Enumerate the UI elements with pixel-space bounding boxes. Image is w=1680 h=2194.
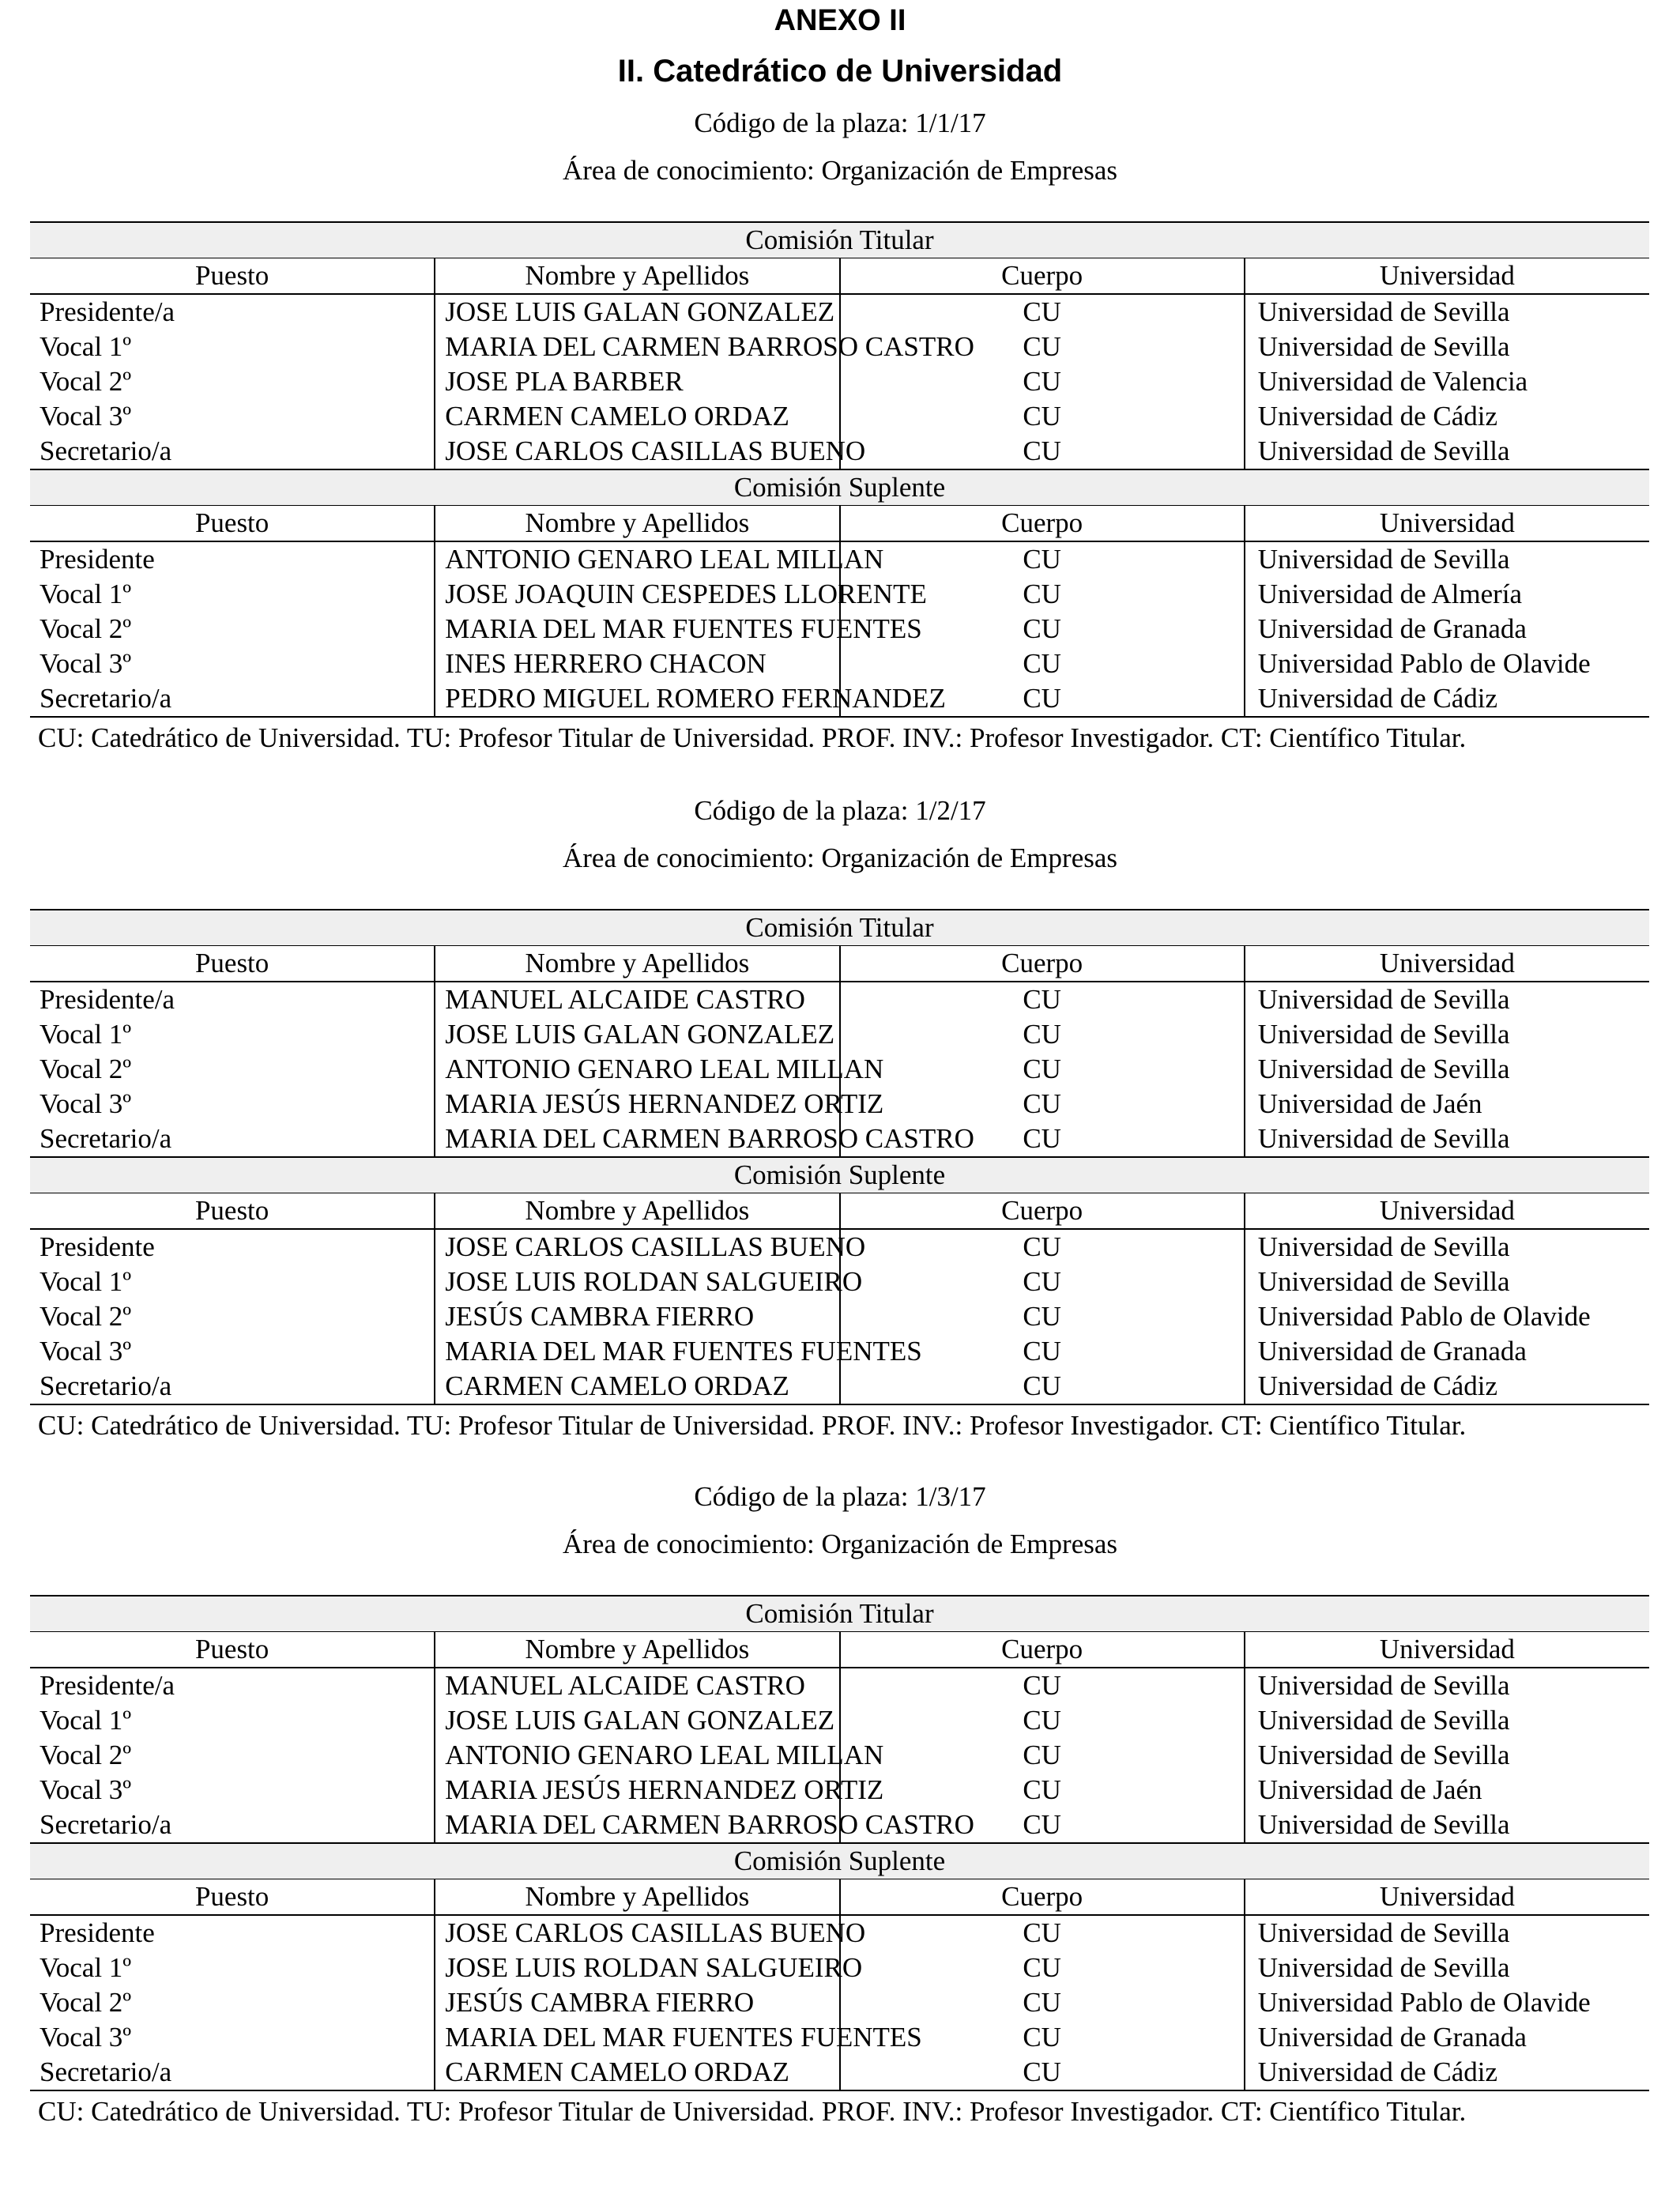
nombre-cell: MANUEL ALCAIDE CASTRO <box>435 1668 839 1703</box>
universidad-cell: Universidad de Sevilla <box>1257 1705 1510 1736</box>
nombre-cell: ANTONIO GENARO LEAL MILLAN <box>435 1738 839 1773</box>
cuerpo-cell: CU <box>840 364 1245 399</box>
table-row <box>30 1951 1649 1985</box>
nombre-cell: CARMEN CAMELO ORDAZ <box>435 2055 839 2090</box>
universidad-cell: Universidad de Almería <box>1257 579 1523 609</box>
universidad-cell: Universidad de Sevilla <box>1245 1122 1649 1157</box>
universidad-cell: Universidad de Sevilla <box>1257 984 1510 1015</box>
cuerpo-cell: CU <box>840 1738 1245 1773</box>
table-row <box>30 1369 1649 1404</box>
cuerpo-cell: CU <box>840 1087 1245 1122</box>
section-title: Comisión Titular <box>30 1596 1649 1632</box>
table-row <box>30 982 1649 1017</box>
header-universidad: Universidad <box>1245 1193 1649 1230</box>
plaza-code: Código de la plaza: 1/1/17 <box>694 107 986 138</box>
table-row <box>30 1299 1649 1334</box>
universidad-cell: Universidad Pablo de Olavide <box>1257 1301 1591 1332</box>
header-puesto: Puesto <box>30 1879 435 1916</box>
universidad-cell: Universidad de Granada <box>1257 613 1527 644</box>
cuerpo-cell: CU <box>840 434 1245 469</box>
universidad-cell: Universidad de Valencia <box>1257 366 1528 397</box>
table-row <box>30 1668 1649 1703</box>
cuerpo-cell: CU <box>840 1052 1245 1087</box>
nombre-cell: JOSE JOAQUIN CESPEDES LLORENTE <box>435 577 839 612</box>
cuerpo-cell: CU <box>840 1951 1245 1985</box>
cuerpo-cell: CU <box>840 330 1245 364</box>
cuerpo-cell: CU <box>840 982 1245 1017</box>
universidad-cell: Universidad de Cádiz <box>1245 1369 1649 1404</box>
table-row <box>30 1738 1649 1773</box>
cuerpo-cell: CU <box>840 2020 1245 2055</box>
cuerpo-cell: CU <box>840 1985 1245 2020</box>
nombre-cell: JESÚS CAMBRA FIERRO <box>435 1299 839 1334</box>
puesto-cell: Vocal 2º <box>30 364 435 399</box>
cuerpo-cell: CU <box>840 1703 1245 1738</box>
cuerpo-cell: CU <box>840 399 1245 434</box>
puesto-cell: Vocal 3º <box>30 399 435 434</box>
table-row <box>30 1087 1649 1122</box>
header-cuerpo: Cuerpo <box>840 258 1245 295</box>
column-header-row <box>30 258 1649 295</box>
header-universidad: Universidad <box>1245 1632 1649 1668</box>
nombre-cell: JOSE LUIS GALAN GONZALEZ <box>435 1017 839 1052</box>
header-puesto: Puesto <box>30 1632 435 1668</box>
cuerpo-cell: CU <box>840 647 1245 681</box>
universidad-cell: Universidad de Sevilla <box>1245 434 1649 469</box>
header-nombre: Nombre y Apellidos <box>435 1632 839 1668</box>
header-puesto: Puesto <box>30 258 435 295</box>
column-header-row <box>30 506 1649 542</box>
universidad-cell: Universidad de Jaén <box>1257 1088 1482 1119</box>
puesto-cell: Secretario/a <box>30 434 435 469</box>
table-row <box>30 1773 1649 1808</box>
universidad-cell: Universidad de Jaén <box>1257 1774 1482 1805</box>
nombre-cell: CARMEN CAMELO ORDAZ <box>435 399 839 434</box>
cuerpo-cell: CU <box>840 2055 1245 2090</box>
column-header-row <box>30 1193 1649 1230</box>
table-row <box>30 2020 1649 2055</box>
section-title-row <box>30 1157 1649 1193</box>
abbreviation-note: CU: Catedrático de Universidad. TU: Profesor Titular de Universidad. PROF. INV.: Profesor Investigador. CT: Científico Titular. <box>38 1410 1467 1441</box>
section-title: Comisión Suplente <box>30 1157 1649 1193</box>
puesto-cell: Secretario/a <box>30 2055 435 2090</box>
puesto-cell: Vocal 2º <box>30 1052 435 1087</box>
universidad-cell: Universidad de Sevilla <box>1257 1917 1510 1948</box>
universidad-cell: Universidad de Sevilla <box>1257 544 1510 575</box>
puesto-cell: Presidente/a <box>30 1668 435 1703</box>
table-row <box>30 1334 1649 1369</box>
cuerpo-cell: CU <box>840 1017 1245 1052</box>
table-row <box>30 1265 1649 1299</box>
puesto-cell: Vocal 2º <box>30 1299 435 1334</box>
section-title-row <box>30 469 1649 506</box>
abbreviation-note: CU: Catedrático de Universidad. TU: Profesor Titular de Universidad. PROF. INV.: Profesor Investigador. CT: Científico Titular. <box>38 722 1467 753</box>
puesto-cell: Secretario/a <box>30 1808 435 1843</box>
puesto-cell: Presidente/a <box>30 294 435 330</box>
table-row <box>30 434 1649 469</box>
nombre-cell: JOSE LUIS ROLDAN SALGUEIRO <box>435 1951 839 1985</box>
cuerpo-cell: CU <box>840 1334 1245 1369</box>
nombre-cell: JOSE LUIS ROLDAN SALGUEIRO <box>435 1265 839 1299</box>
cuerpo-cell: CU <box>840 1299 1245 1334</box>
universidad-cell: Universidad de Sevilla <box>1245 1808 1649 1843</box>
cuerpo-cell: CU <box>840 1122 1245 1157</box>
knowledge-area: Área de conocimiento: Organización de Empresas <box>563 843 1117 873</box>
nombre-cell: MARIA DEL MAR FUENTES FUENTES <box>435 612 839 647</box>
nombre-cell: MARIA DEL CARMEN BARROSO CASTRO <box>435 1808 839 1843</box>
section-title: Comisión Suplente <box>30 469 1649 506</box>
table-row <box>30 1052 1649 1087</box>
nombre-cell: JOSE PLA BARBER <box>435 364 839 399</box>
puesto-cell: Presidente <box>30 1229 435 1265</box>
cuerpo-cell: CU <box>840 541 1245 577</box>
header-universidad: Universidad <box>1245 946 1649 982</box>
puesto-cell: Vocal 3º <box>30 1773 435 1808</box>
universidad-cell: Universidad Pablo de Olavide <box>1257 1987 1591 2018</box>
nombre-cell: MARIA DEL MAR FUENTES FUENTES <box>435 1334 839 1369</box>
header-cuerpo: Cuerpo <box>840 506 1245 542</box>
universidad-cell: Universidad de Sevilla <box>1257 1054 1510 1084</box>
plaza-code: Código de la plaza: 1/3/17 <box>694 1481 986 1512</box>
table-row <box>30 1017 1649 1052</box>
universidad-cell: Universidad de Cádiz <box>1245 2055 1649 2090</box>
knowledge-area: Área de conocimiento: Organización de Empresas <box>563 1529 1117 1559</box>
puesto-cell: Vocal 1º <box>30 1017 435 1052</box>
nombre-cell: ANTONIO GENARO LEAL MILLAN <box>435 1052 839 1087</box>
puesto-cell: Vocal 2º <box>30 1738 435 1773</box>
cuerpo-cell: CU <box>840 1265 1245 1299</box>
puesto-cell: Vocal 2º <box>30 612 435 647</box>
universidad-cell: Universidad de Sevilla <box>1257 1019 1510 1050</box>
puesto-cell: Vocal 3º <box>30 1087 435 1122</box>
header-nombre: Nombre y Apellidos <box>435 1879 839 1916</box>
table-row <box>30 330 1649 364</box>
puesto-cell: Vocal 1º <box>30 330 435 364</box>
annex-title: ANEXO II <box>774 4 906 37</box>
header-cuerpo: Cuerpo <box>840 1632 1245 1668</box>
header-cuerpo: Cuerpo <box>840 1879 1245 1916</box>
cuerpo-cell: CU <box>840 1773 1245 1808</box>
puesto-cell: Secretario/a <box>30 1369 435 1404</box>
table-row <box>30 1985 1649 2020</box>
puesto-cell: Vocal 1º <box>30 577 435 612</box>
abbreviation-note: CU: Catedrático de Universidad. TU: Profesor Titular de Universidad. PROF. INV.: Profesor Investigador. CT: Científico Titular. <box>38 2096 1467 2127</box>
puesto-cell: Presidente <box>30 1915 435 1951</box>
nombre-cell: ANTONIO GENARO LEAL MILLAN <box>435 541 839 577</box>
nombre-cell: PEDRO MIGUEL ROMERO FERNANDEZ <box>435 681 839 717</box>
column-header-row <box>30 1632 1649 1668</box>
cuerpo-cell: CU <box>840 577 1245 612</box>
universidad-cell: Universidad de Sevilla <box>1257 1952 1510 1983</box>
cuerpo-cell: CU <box>840 612 1245 647</box>
table-row <box>30 294 1649 330</box>
commission-table <box>30 1595 1649 2091</box>
table-row <box>30 541 1649 577</box>
commission-table <box>30 909 1649 1405</box>
category-title: II. Catedrático de Universidad <box>617 54 1063 89</box>
nombre-cell: MARIA DEL CARMEN BARROSO CASTRO <box>435 330 839 364</box>
puesto-cell: Vocal 1º <box>30 1703 435 1738</box>
nombre-cell: INES HERRERO CHACON <box>435 647 839 681</box>
header-universidad: Universidad <box>1245 506 1649 542</box>
puesto-cell: Vocal 2º <box>30 1985 435 2020</box>
table-row <box>30 399 1649 434</box>
universidad-cell: Universidad de Sevilla <box>1257 331 1510 362</box>
nombre-cell: JOSE CARLOS CASILLAS BUENO <box>435 434 839 469</box>
cuerpo-cell: CU <box>840 1915 1245 1951</box>
header-nombre: Nombre y Apellidos <box>435 506 839 542</box>
column-header-row <box>30 1879 1649 1916</box>
cuerpo-cell: CU <box>840 1668 1245 1703</box>
puesto-cell: Vocal 3º <box>30 647 435 681</box>
universidad-cell: Universidad de Sevilla <box>1257 1670 1510 1701</box>
universidad-cell: Universidad de Cádiz <box>1245 681 1649 717</box>
table-row <box>30 1229 1649 1265</box>
header-nombre: Nombre y Apellidos <box>435 946 839 982</box>
knowledge-area: Área de conocimiento: Organización de Empresas <box>563 155 1117 186</box>
table-row <box>30 1122 1649 1157</box>
nombre-cell: MARIA JESÚS HERNANDEZ ORTIZ <box>435 1087 839 1122</box>
header-universidad: Universidad <box>1245 1879 1649 1916</box>
table-row <box>30 2055 1649 2090</box>
header-cuerpo: Cuerpo <box>840 1193 1245 1230</box>
table-row <box>30 612 1649 647</box>
section-title-row <box>30 1596 1649 1632</box>
puesto-cell: Presidente/a <box>30 982 435 1017</box>
universidad-cell: Universidad de Granada <box>1257 2022 1527 2053</box>
universidad-cell: Universidad de Sevilla <box>1257 1231 1510 1262</box>
section-title: Comisión Titular <box>30 910 1649 946</box>
nombre-cell: JOSE LUIS GALAN GONZALEZ <box>435 1703 839 1738</box>
puesto-cell: Secretario/a <box>30 681 435 717</box>
header-cuerpo: Cuerpo <box>840 946 1245 982</box>
nombre-cell: CARMEN CAMELO ORDAZ <box>435 1369 839 1404</box>
puesto-cell: Secretario/a <box>30 1122 435 1157</box>
puesto-cell: Vocal 1º <box>30 1265 435 1299</box>
cuerpo-cell: CU <box>840 1369 1245 1404</box>
section-title-row <box>30 1843 1649 1879</box>
section-title-row <box>30 910 1649 946</box>
plaza-code: Código de la plaza: 1/2/17 <box>694 795 986 826</box>
table-row <box>30 681 1649 717</box>
nombre-cell: JOSE LUIS GALAN GONZALEZ <box>435 294 839 330</box>
nombre-cell: JOSE CARLOS CASILLAS BUENO <box>435 1915 839 1951</box>
table-row <box>30 1703 1649 1738</box>
header-nombre: Nombre y Apellidos <box>435 1193 839 1230</box>
table-row <box>30 1915 1649 1951</box>
header-puesto: Puesto <box>30 946 435 982</box>
universidad-cell: Universidad de Sevilla <box>1257 1740 1510 1770</box>
section-title: Comisión Suplente <box>30 1843 1649 1879</box>
universidad-cell: Universidad Pablo de Olavide <box>1257 648 1591 679</box>
nombre-cell: MANUEL ALCAIDE CASTRO <box>435 982 839 1017</box>
table-row <box>30 364 1649 399</box>
cuerpo-cell: CU <box>840 294 1245 330</box>
table-row <box>30 647 1649 681</box>
cuerpo-cell: CU <box>840 1229 1245 1265</box>
puesto-cell: Presidente <box>30 541 435 577</box>
cuerpo-cell: CU <box>840 681 1245 717</box>
nombre-cell: MARIA DEL CARMEN BARROSO CASTRO <box>435 1122 839 1157</box>
column-header-row <box>30 946 1649 982</box>
commission-table <box>30 221 1649 718</box>
section-title-row <box>30 222 1649 258</box>
section-title: Comisión Titular <box>30 222 1649 258</box>
nombre-cell: JOSE CARLOS CASILLAS BUENO <box>435 1229 839 1265</box>
header-puesto: Puesto <box>30 1193 435 1230</box>
universidad-cell: Universidad de Cádiz <box>1257 401 1497 432</box>
header-nombre: Nombre y Apellidos <box>435 258 839 295</box>
table-row <box>30 577 1649 612</box>
universidad-cell: Universidad de Sevilla <box>1257 1266 1510 1297</box>
cuerpo-cell: CU <box>840 1808 1245 1843</box>
nombre-cell: MARIA DEL MAR FUENTES FUENTES <box>435 2020 839 2055</box>
header-puesto: Puesto <box>30 506 435 542</box>
universidad-cell: Universidad de Sevilla <box>1257 296 1510 327</box>
puesto-cell: Vocal 3º <box>30 1334 435 1369</box>
nombre-cell: JESÚS CAMBRA FIERRO <box>435 1985 839 2020</box>
universidad-cell: Universidad de Granada <box>1257 1336 1527 1367</box>
puesto-cell: Vocal 3º <box>30 2020 435 2055</box>
table-row <box>30 1808 1649 1843</box>
header-universidad: Universidad <box>1245 258 1649 295</box>
nombre-cell: MARIA JESÚS HERNANDEZ ORTIZ <box>435 1773 839 1808</box>
puesto-cell: Vocal 1º <box>30 1951 435 1985</box>
